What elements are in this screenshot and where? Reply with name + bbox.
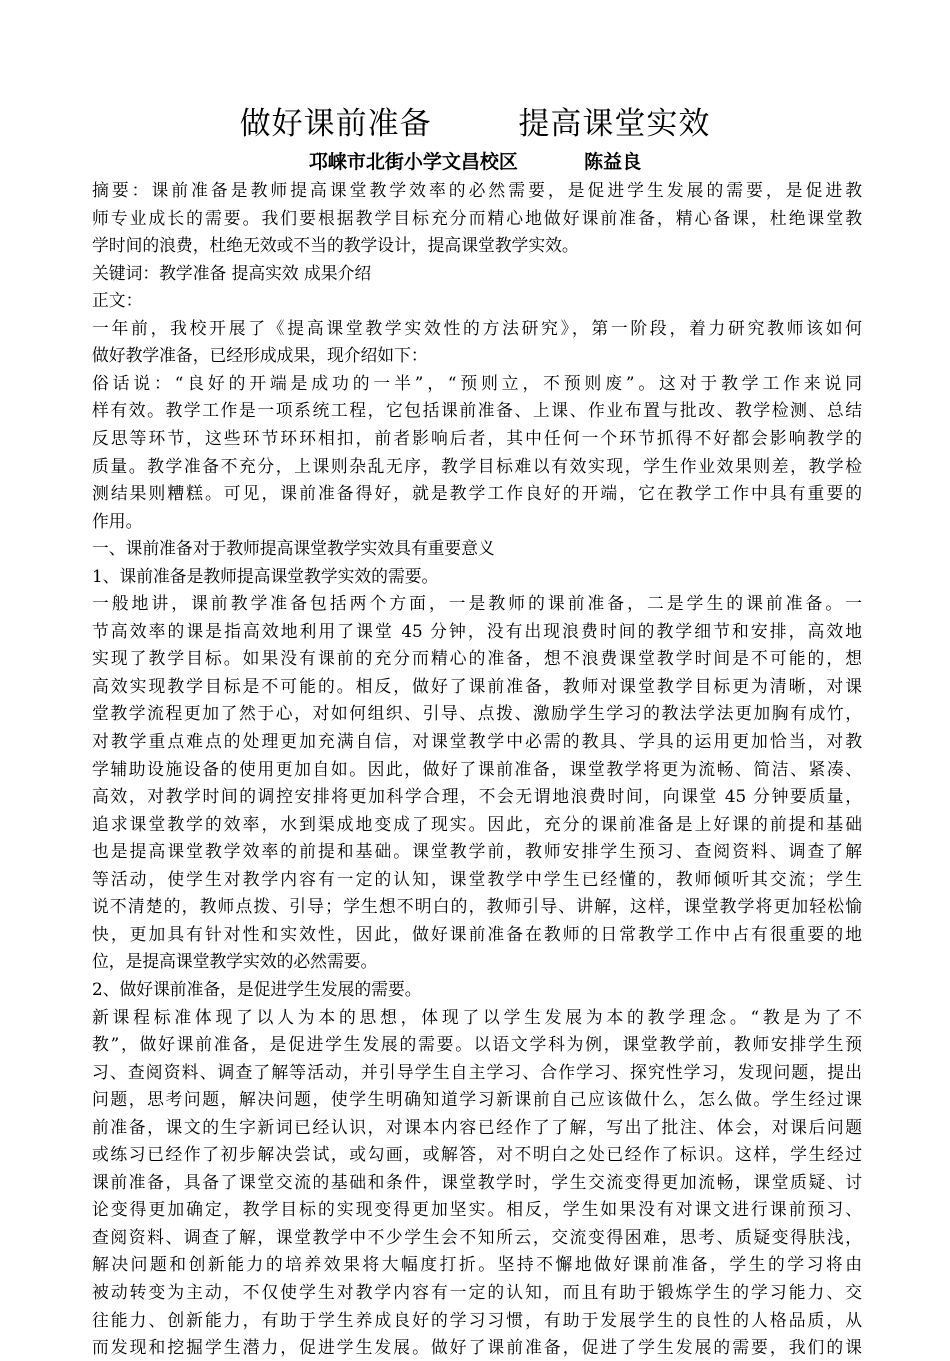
text-line: 师专业成长的需要。我们要根据教学目标充分而精心地做好课前准备，精心备课，杜绝课堂教: [92, 207, 862, 228]
text-line: 习、查阅资料、调查了解等活动，并引导学生自主学习、合作学习、探究性学习，发现问题，提出: [92, 1061, 862, 1082]
author-line: 邛崃市北街小学文昌校区 陈益良: [308, 151, 642, 173]
text-line: 前准备，课文的生字新词已经认识，对课本内容已经作了了解，写出了批注、体会，对课后问题: [92, 1116, 862, 1137]
text-line: 一、课前准备对于教师提高课堂教学实效具有重要意义: [92, 538, 495, 559]
text-line: 查阅资料、调查了解，课堂教学中不少学生会不知所云，交流变得困难，思考、质疑变得肤浅，: [92, 1226, 862, 1247]
text-line: 也是提高课堂教学效率的前提和基础。课堂教学前，教师安排学生预习、查阅资料、调查了解: [92, 841, 862, 862]
text-line: 反思等环节，这些环节环环相扣，前者影响后者，其中任何一个环节抓得不好都会影响教学的: [92, 427, 862, 448]
document-title: 做好课前准备 提高课堂实效: [239, 106, 711, 142]
text-line: 位，是提高课堂教学实效的必然需要。: [92, 951, 378, 972]
text-line: 一般地讲，课前教学准备包括两个方面，一是教师的课前准备，二是学生的课前准备。一: [92, 593, 862, 614]
text-line: 实现了教学目标。如果没有课前的充分而精心的准备，想不浪费课堂教学时间是不可能的，想: [92, 648, 862, 669]
text-line: 关键词：教学准备 提高实效 成果介绍: [92, 262, 372, 283]
text-line: 往能力、创新能力，有助于学生养成良好的学习习惯，有助于发展学生的良性的人格品质，从: [92, 1309, 862, 1330]
text-line: 2、做好课前准备，是促进学生发展的需要。: [92, 978, 422, 999]
text-line: 解决问题和创新能力的培养效果将大幅度打折。坚持不懈地做好课前准备，学生的学习将由: [92, 1254, 862, 1275]
text-line: 一年前，我校开展了《提高课堂教学实效性的方法研究》，第一阶段，着力研究教师该如何: [92, 317, 862, 338]
text-line: 学时间的浪费，杜绝无效或不当的教学设计，提高课堂教学实效。: [92, 235, 579, 256]
text-line: 摘要：课前准备是教师提高课堂教学效率的必然需要，是促进学生发展的需要，是促进教: [92, 180, 862, 200]
text-line: 追求课堂教学的效率，水到渠成地变成了现实。因此，充分的课前准备是上好课的前提和基础: [92, 813, 862, 834]
text-line: 节高效率的课是指高效地利用了课堂 45 分钟，没有出现浪费时间的教学细节和安排，高效地: [92, 620, 862, 641]
text-line: 高效，对教学时间的调控安排将更加科学合理，不会无谓地浪费时间，向课堂 45 分钟要质量，: [92, 786, 862, 807]
text-line: 质量。教学准备不充分，上课则杂乱无序，教学目标难以有效实现，学生作业效果则差，教学检: [92, 455, 862, 476]
text-line: 新课程标准体现了以人为本的思想，体现了以学生发展为本的教学理念。“教是为了不: [92, 1006, 862, 1027]
text-line: 教”，做好课前准备，是促进学生发展的需要。以语文学科为例，课堂教学前，教师安排学生预: [92, 1034, 862, 1055]
text-line: 或练习已经作了初步解决尝试，或勾画，或解答，对不明白之处已经作了标识。这样，学生经过: [92, 1144, 862, 1165]
text-line: 说不清楚的，教师点拨、引导；学生想不明白的，教师引导、讲解，这样，课堂教学将更加轻松愉: [92, 896, 862, 917]
text-line: 等活动，使学生对教学内容有一定的认知，课堂教学中学生已经懂的，教师倾听其交流；学生: [92, 868, 862, 889]
text-line: 高效实现教学目标是不可能的。相反，做好了课前准备，教师对课堂教学目标更为清晰，对课: [92, 675, 862, 696]
text-line: 快，更加具有针对性和实效性，因此，做好课前准备在教师的日常教学工作中占有很重要的地: [92, 923, 862, 944]
text-line: 被动转变为主动，不仅使学生对教学内容有一定的认知，而且有助于锻炼学生的学习能力、交: [92, 1282, 862, 1302]
text-line: 作用。: [92, 510, 143, 531]
text-line: 课前准备，具备了课堂交流的基础和条件，课堂教学时，学生交流变得更加流畅，课堂质疑、讨: [92, 1171, 862, 1192]
text-line: 俗话说：“良好的开端是成功的一半”，“预则立，不预则废”。这对于教学工作来说同: [92, 372, 862, 393]
text-line: 而发现和挖掘学生潜力，促进学生发展。做好了课前准备，促进了学生发展的需要，我们的课: [92, 1337, 862, 1358]
text-line: 学辅助设施设备的使用更加自如。因此，做好了课前准备，课堂教学将更为流畅、简洁、紧凑、: [92, 758, 862, 779]
text-line: 测结果则糟糕。可见，课前准备得好，就是教学工作良好的开端，它在教学工作中具有重要的: [92, 483, 862, 504]
text-line: 1、课前准备是教师提高课堂教学实效的需要。: [92, 565, 439, 586]
text-line: 论变得更加确定，教学目标的实现变得更加坚实。相反，学生如果没有对课文进行课前预习、: [92, 1199, 862, 1220]
text-line: 堂教学流程更加了然于心，对如何组织、引导、点拨、激励学生学习的教法学法更加胸有成竹，: [92, 703, 862, 724]
text-line: 正文：: [92, 290, 143, 311]
text-line: 做好教学准备，已经形成成果，现介绍如下：: [92, 345, 428, 366]
text-line: 问题，思考问题，解决问题，使学生明确知道学习新课前自己应该做什么，怎么做。学生经过课: [92, 1089, 862, 1110]
text-line: 对教学重点难点的处理更加充满自信，对课堂教学中必需的教具、学具的运用更加恰当，对教: [92, 731, 862, 751]
text-line: 样有效。教学工作是一项系统工程，它包括课前准备、上课、作业布置与批改、教学检测、总结: [92, 400, 862, 421]
